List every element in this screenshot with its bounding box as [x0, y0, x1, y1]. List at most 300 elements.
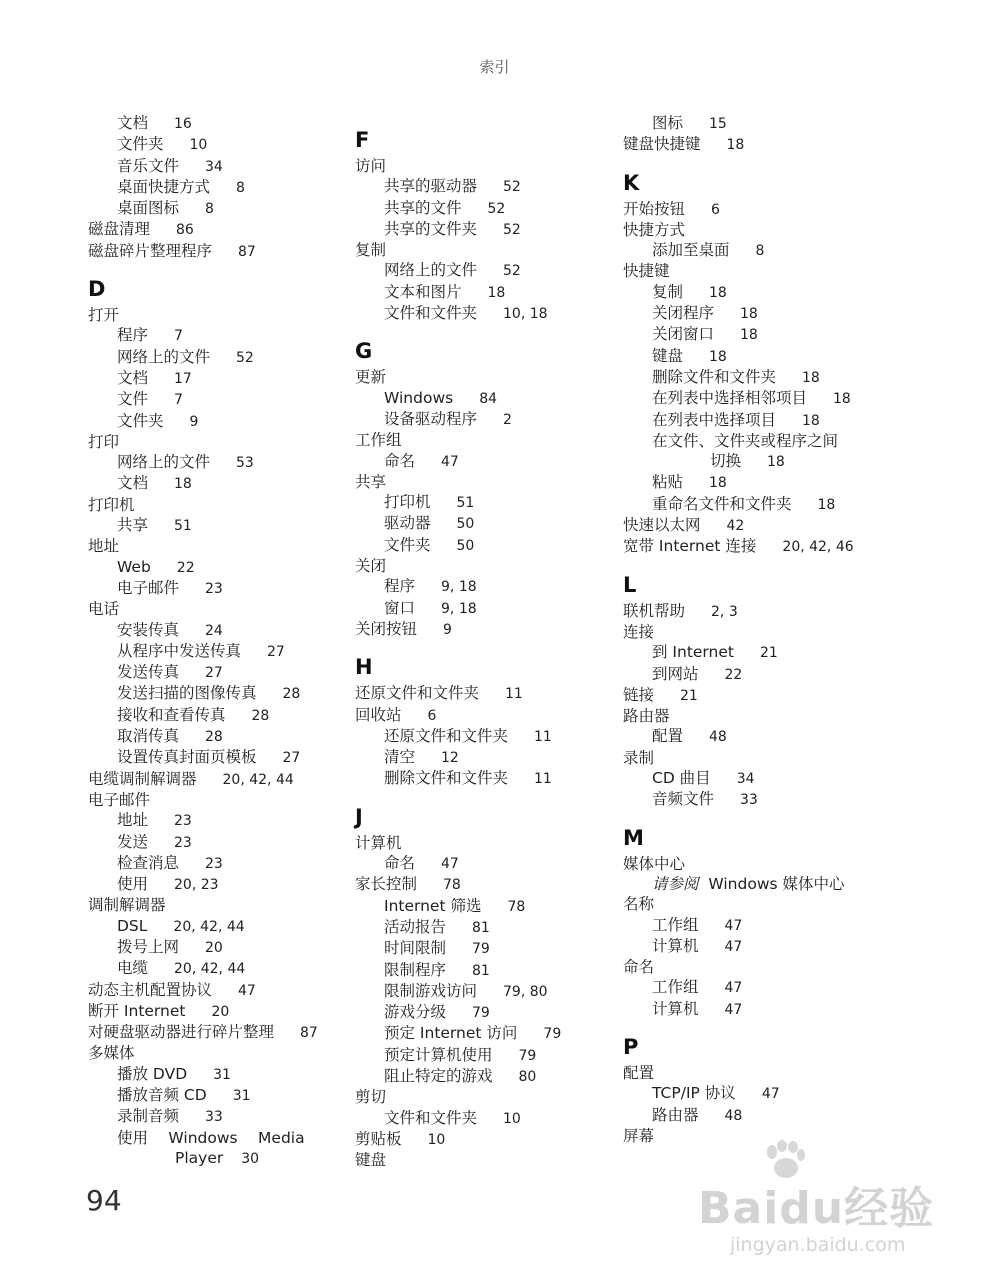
entry-term: 切换 [710, 452, 742, 471]
index-subentry [88, 473, 350, 494]
entry-pages: 10, 18 [503, 306, 548, 323]
entry-pages: 28 [205, 729, 223, 746]
entry-term: 打印机 [384, 493, 431, 512]
entry-pages: 11 [505, 686, 523, 703]
entry-term: 键盘 [652, 346, 684, 365]
entry-term: 接收和查看传真 [117, 705, 226, 724]
entry-term: 剪切 [355, 1088, 387, 1107]
entry-term: 宽带 Internet 连接 [623, 537, 757, 556]
entry-term: 电子邮件 [117, 578, 180, 597]
entry-pages: 80 [518, 1068, 537, 1085]
index-subentry [623, 789, 885, 810]
entry-term: CD 曲目 [652, 769, 711, 788]
entry-term: 命名 [623, 958, 655, 977]
entry-pages: 9 [189, 413, 199, 430]
entry-term: 剪贴板 [355, 1129, 402, 1148]
entry-pages: 2, 3 [711, 603, 738, 620]
entry-term: 文档 [117, 114, 149, 132]
entry-pages: 18 [802, 369, 820, 386]
entry-pages: 24 [205, 622, 223, 639]
entry-pages: 33 [205, 1109, 223, 1126]
index-entry [355, 472, 617, 492]
index-subentry [88, 937, 350, 958]
index-subentry [355, 282, 617, 303]
entry-pages: 78 [443, 877, 461, 894]
entry-term: 文件和文件夹 [384, 1108, 478, 1127]
index-subentry [88, 557, 350, 578]
section-letter: K [623, 170, 640, 195]
entry-term: 磁盘清理 [88, 220, 151, 239]
entry-term: 共享的驱动器 [384, 177, 478, 196]
entry-pages: 47 [724, 1001, 743, 1018]
entry-pages: 52 [236, 349, 254, 366]
index-subentry [88, 389, 350, 410]
entry-term: 在列表中选择项目 [652, 410, 777, 429]
index-subentry [88, 747, 350, 768]
entry-term: 复制 [355, 241, 387, 260]
index-entry [88, 241, 350, 262]
index-subentry [623, 367, 885, 388]
entry-pages: 18 [709, 348, 727, 365]
index-subentry [88, 958, 350, 979]
entry-term: 拨号上网 [117, 937, 180, 956]
entry-pages: 11 [534, 771, 552, 788]
entry-term: 文件 [117, 390, 149, 409]
index-entry [88, 980, 350, 1001]
entry-pages: 6 [711, 201, 720, 218]
section-letter: M [623, 825, 644, 850]
entry-pages: 31 [232, 1088, 251, 1105]
entry-pages: 11 [534, 728, 552, 745]
index-entry [623, 199, 885, 220]
index-subentry [355, 1002, 617, 1023]
entry-pages: 2 [503, 411, 512, 428]
entry-pages: 8 [755, 243, 765, 260]
index-entry [623, 748, 885, 768]
entry-term: 媒体中心 [623, 854, 686, 873]
entry-term: 文件夹 [117, 411, 164, 430]
entry-pages: 21 [680, 687, 698, 704]
index-subentry [88, 452, 350, 473]
entry-pages: 9, 18 [441, 600, 477, 617]
entry-term: 键盘快捷键 [623, 135, 701, 154]
entry-term: 联机帮助 [623, 601, 686, 620]
index-subentry [355, 198, 617, 219]
entry-term: 清空 [384, 748, 416, 767]
entry-term: 阻止特定的游戏 [384, 1066, 493, 1085]
page-header: 索引 [479, 58, 510, 76]
entry-term: 电子邮件 [88, 790, 151, 809]
entry-pages: 6 [427, 707, 437, 724]
entry-term: 在文件、文件夹或程序之间 [652, 431, 839, 450]
entry-term: 名称 [623, 895, 655, 914]
entry-pages: 47 [724, 980, 743, 997]
entry-term: 设备驱动程序 [384, 409, 478, 428]
index-subentry [355, 513, 617, 534]
entry-term: 命名 [384, 854, 416, 873]
entry-term: 窗口 [384, 598, 416, 617]
entry-term: 配置 [623, 1063, 655, 1082]
entry-term: 快速以太网 [623, 516, 701, 535]
index-subentry [623, 282, 885, 303]
index-subentry [623, 410, 885, 431]
index-column-3 [623, 113, 885, 1146]
entry-term: 地址 [88, 537, 120, 556]
entry-pages: 52 [503, 263, 521, 280]
entry-term: 家长控制 [355, 875, 418, 894]
entry-pages: 10 [427, 1131, 446, 1148]
entry-term: 添加至桌面 [652, 241, 730, 260]
index-subentry [623, 977, 885, 998]
index-subentry [355, 388, 617, 409]
entry-pages: 8 [205, 201, 214, 218]
entry-pages: 18 [709, 284, 727, 301]
entry-term: 时间限制 [384, 939, 447, 958]
entry-term: 打印 [88, 432, 120, 451]
index-subentry [88, 832, 350, 853]
entry-term: 桌面快捷方式 [117, 177, 211, 196]
section-letter: D [88, 277, 106, 302]
index-subentry [88, 1106, 350, 1127]
index-column-1 [88, 113, 350, 1169]
index-entry [355, 874, 617, 895]
index-subentry [355, 726, 617, 747]
index-entry [88, 1043, 350, 1063]
index-subentry [88, 578, 350, 599]
entry-pages: 20, 42, 44 [173, 918, 245, 935]
entry-term: 图标 [652, 114, 684, 132]
index-entry [88, 432, 350, 452]
index-subentry [355, 1066, 617, 1087]
entry-pages: 79 [543, 1026, 562, 1043]
entry-term: 音频文件 [652, 790, 715, 809]
index-subentry [623, 451, 885, 472]
index-entry [88, 790, 350, 810]
entry-term: 关闭窗口 [652, 325, 715, 344]
entry-pages: 23 [205, 855, 223, 872]
index-entry [88, 495, 350, 515]
entry-term: 键盘 [355, 1151, 387, 1170]
entry-pages: 20 [205, 939, 223, 956]
entry-pages: 48 [709, 729, 727, 746]
entry-pages: 79 [472, 1005, 490, 1022]
entry-term: 到网站 [652, 664, 699, 683]
entry-term: 使用 [117, 875, 149, 894]
entry-term: Windows [384, 388, 454, 407]
entry-term: 文件夹 [117, 135, 164, 154]
entry-pages: 12 [441, 750, 459, 767]
index-subentry [88, 1064, 350, 1085]
index-subentry [623, 346, 885, 367]
entry-pages: 47 [238, 982, 256, 999]
entry-term: 复制 [652, 282, 684, 301]
entry-pages: 84 [479, 390, 498, 407]
index-subentry [88, 515, 350, 536]
index-subentry [623, 324, 885, 345]
entry-term: 安装传真 [117, 620, 180, 639]
index-subentry [88, 347, 350, 368]
index-subentry [355, 853, 617, 874]
entry-pages: 27 [205, 665, 223, 682]
entry-term: 电缆调制解调器 [88, 769, 197, 788]
entry-term: 播放音频 CD [117, 1086, 207, 1105]
entry-term: 工作组 [652, 978, 699, 997]
index-subentry [623, 240, 885, 261]
index-subentry [88, 620, 350, 641]
entry-pages: 18 [817, 496, 836, 513]
entry-term: 文件和文件夹 [384, 304, 478, 323]
index-subentry [88, 156, 350, 177]
index-subentry-continuation [88, 1148, 350, 1169]
index-subentry [355, 535, 617, 556]
entry-term: Internet 筛选 [384, 896, 482, 915]
index-subentry [623, 494, 885, 515]
index-subentry [623, 915, 885, 936]
entry-term: 磁盘碎片整理程序 [88, 241, 213, 260]
entry-term: 驱动器 [384, 514, 431, 533]
section-letter: P [623, 1034, 639, 1059]
section-letter: H [355, 655, 373, 680]
index-subentry [355, 576, 617, 597]
index-entry [355, 619, 617, 640]
index-subentry [355, 981, 617, 1002]
index-subentry [623, 472, 885, 493]
entry-term: 文档 [117, 368, 149, 387]
entry-pages: 79 [472, 941, 490, 958]
index-entry [355, 367, 617, 387]
entry-term: 网络上的文件 [117, 347, 211, 366]
index-subentry [623, 999, 885, 1020]
entry-term: 计算机 [652, 936, 699, 955]
index-entry [355, 556, 617, 576]
index-subentry [88, 411, 350, 432]
entry-pages: 18 [740, 327, 758, 344]
entry-term: 打开 [88, 306, 120, 325]
entry-term: 程序 [384, 577, 416, 596]
index-subentry [355, 1045, 617, 1066]
entry-term: DSL [117, 916, 148, 935]
entry-term: 共享的文件 [384, 198, 462, 217]
entry-term: 限制程序 [384, 960, 447, 979]
entry-term: 对硬盘驱动器进行碎片整理 [88, 1023, 275, 1042]
index-entry [355, 1129, 617, 1150]
entry-pages: 51 [456, 495, 475, 512]
index-subentry [88, 705, 350, 726]
index-entry [88, 1022, 350, 1043]
index-entry [355, 156, 617, 176]
entry-term: 电缆 [117, 959, 149, 978]
index-subentry [355, 219, 617, 240]
index-entry [355, 705, 617, 726]
entry-pages: 18 [726, 137, 745, 154]
index-entry [355, 1087, 617, 1107]
entry-term: 网络上的文件 [384, 261, 478, 280]
entry-pages: 15 [709, 116, 727, 132]
entry-pages: 9 [443, 621, 452, 638]
index-entry [355, 1150, 617, 1170]
entry-term: 断开 Internet [88, 1001, 186, 1020]
index-entry [623, 261, 885, 281]
entry-pages: 21 [759, 645, 778, 662]
entry-pages: 22 [724, 666, 743, 683]
entry-term: 发送传真 [117, 663, 180, 682]
index-subentry [355, 938, 617, 959]
entry-term: 限制游戏访问 [384, 981, 478, 1000]
section-letter: J [355, 804, 363, 829]
entry-pages: 81 [472, 919, 490, 936]
index-entry [88, 895, 350, 915]
entry-term: 文件夹 [384, 535, 431, 554]
entry-term: 预定计算机使用 [384, 1045, 493, 1064]
index-entry [88, 769, 350, 790]
index-entry [355, 833, 617, 853]
index-entry [355, 240, 617, 260]
index-subentry [355, 409, 617, 430]
entry-term: 多媒体 [88, 1044, 135, 1063]
index-subentry [623, 113, 885, 134]
index-entry [623, 134, 885, 155]
entry-term: 从程序中发送传真 [117, 641, 242, 660]
entry-term: 回收站 [355, 705, 402, 724]
entry-term: Windows 媒体中心 [708, 874, 845, 893]
entry-term: 关闭 [355, 557, 387, 576]
entry-term: 快捷键 [623, 262, 670, 281]
entry-term: 播放 DVD [117, 1064, 188, 1083]
entry-pages: 20, 42, 44 [174, 961, 246, 978]
entry-term: 还原文件和文件夹 [384, 726, 509, 745]
index-subentry [88, 853, 350, 874]
index-entry [623, 957, 885, 977]
entry-pages: 20 [211, 1003, 230, 1020]
entry-term: 在列表中选择相邻项目 [652, 389, 808, 408]
entry-term: 配置 [652, 727, 684, 746]
entry-pages: 7 [174, 392, 183, 409]
index-entry [623, 894, 885, 914]
entry-pages: 16 [174, 116, 192, 132]
index-subentry [623, 431, 885, 451]
watermark-url: jingyan.baidu.com [730, 1234, 906, 1256]
index-entry [623, 1063, 885, 1083]
entry-term: 工作组 [355, 431, 402, 450]
entry-pages: 52 [487, 200, 506, 217]
index-subentry [88, 113, 350, 134]
entry-pages: 52 [503, 221, 521, 238]
entry-term: 链接 [623, 685, 655, 704]
index-subentry [88, 874, 350, 895]
index-entry [623, 685, 885, 706]
entry-term: 粘贴 [652, 473, 684, 492]
entry-term: 录制 [623, 748, 655, 767]
entry-term: 路由器 [623, 707, 670, 726]
entry-pages: 50 [456, 537, 475, 554]
index-subentry [88, 662, 350, 683]
entry-term: 关闭按钮 [355, 619, 418, 638]
index-entry [355, 430, 617, 450]
entry-pages: 18 [833, 391, 851, 408]
entry-term: 网络上的文件 [117, 453, 211, 472]
entry-pages: 23 [205, 580, 223, 597]
entry-term: 连接 [623, 622, 655, 641]
entry-pages: 87 [300, 1025, 318, 1042]
entry-pages: 86 [176, 222, 194, 239]
index-entry [623, 220, 885, 240]
entry-pages: 52 [503, 179, 521, 196]
index-subentry [623, 726, 885, 747]
entry-pages: 47 [761, 1086, 780, 1103]
section-letter: G [355, 339, 373, 364]
index-column-2 [355, 113, 617, 1170]
entry-term: 快捷方式 [623, 220, 686, 239]
index-subentry [355, 1023, 617, 1044]
entry-pages: 30 [241, 1150, 260, 1167]
entry-pages: 34 [736, 771, 755, 788]
entry-term: 活动报告 [384, 917, 447, 936]
index-subentry [355, 451, 617, 472]
index-entry [88, 219, 350, 240]
index-subentry [88, 641, 350, 662]
entry-pages: 23 [174, 834, 192, 851]
entry-term: 共享 [117, 516, 149, 535]
entry-pages: 79 [518, 1047, 537, 1064]
entry-term: 计算机 [652, 999, 699, 1018]
entry-term: 地址 [117, 811, 149, 830]
entry-pages: 10 [189, 137, 208, 154]
index-subentry [88, 198, 350, 219]
index-subentry [88, 1128, 350, 1148]
entry-pages: 17 [174, 370, 192, 387]
entry-term: 设置传真封面页模板 [117, 748, 257, 767]
index-entry [623, 601, 885, 622]
entry-pages: 87 [238, 243, 256, 260]
index-subentry [355, 1108, 617, 1129]
entry-term: 还原文件和文件夹 [355, 684, 480, 703]
index-subentry [355, 917, 617, 938]
entry-term: 路由器 [652, 1105, 699, 1124]
index-subentry [88, 177, 350, 198]
entry-pages: 20, 23 [174, 877, 219, 894]
entry-term: 共享 [355, 472, 387, 491]
index-subentry [88, 325, 350, 346]
index-entry [88, 599, 350, 619]
entry-pages: 51 [174, 518, 192, 535]
entry-term: 预定 Internet 访问 [384, 1024, 518, 1043]
index-subentry [355, 176, 617, 197]
index-entry [623, 622, 885, 642]
index-subentry [355, 303, 617, 324]
entry-pages: 27 [267, 643, 285, 660]
entry-term: 文档 [117, 474, 149, 493]
entry-pages: 18 [740, 306, 758, 323]
watermark [690, 1140, 980, 1270]
entry-pages: 18 [487, 284, 506, 301]
entry-pages: 47 [441, 856, 459, 873]
index-subentry [355, 896, 617, 917]
entry-pages: 20, 42, 44 [222, 771, 294, 788]
entry-pages: 28 [251, 707, 270, 724]
entry-term: 共享的文件夹 [384, 219, 478, 238]
index-subentry [623, 1105, 885, 1126]
index-subentry [88, 368, 350, 389]
index-subentry [88, 134, 350, 155]
entry-term: 发送扫描的图像传真 [117, 684, 257, 703]
entry-pages: 27 [282, 750, 301, 767]
entry-term: 删除文件和文件夹 [384, 769, 509, 788]
entry-pages: 23 [174, 813, 192, 830]
index-subentry [88, 683, 350, 704]
entry-term: 录制音频 [117, 1107, 180, 1126]
entry-term: 桌面图标 [117, 199, 180, 218]
section-letter: L [623, 572, 637, 597]
